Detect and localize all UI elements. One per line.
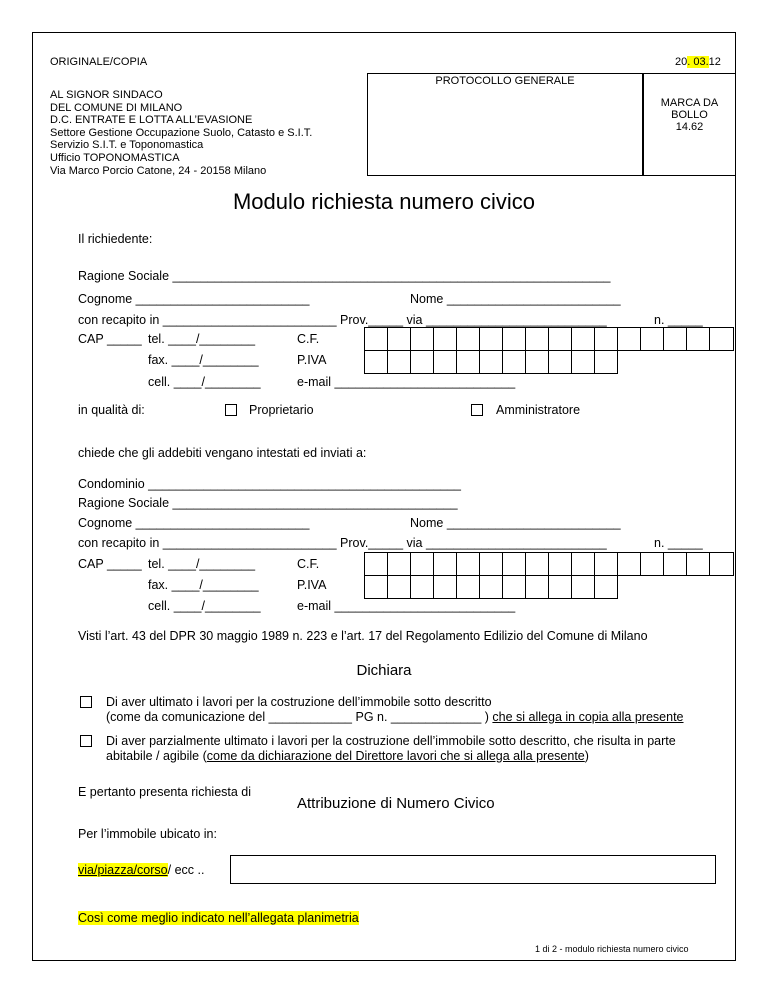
billing-name-field[interactable]: Nome _________________________ [410, 516, 621, 530]
billing-intro: chiede che gli addebiti vengano intestati ed inviati a: [78, 446, 367, 460]
recipient-line: Settore Gestione Occupazione Suolo, Catasto e S.I.T. [50, 126, 313, 139]
recipient-block [50, 89, 312, 177]
plan-note: Così come meglio indicato nell’allegata planimetria [78, 911, 359, 925]
applicant-piva-label: P.IVA [297, 353, 327, 367]
recipient-line: Servizio S.I.T. e Toponomastica [50, 139, 204, 152]
billing-surname-field[interactable]: Cognome _________________________ [78, 516, 310, 530]
applicant-fax-field[interactable]: fax. ____/________ [148, 353, 259, 367]
legal-reference: Visti l’art. 43 del DPR 30 maggio 1989 n. 223 e l’art. 17 del Regolamento Edilizio del Comune di Milano [78, 629, 648, 643]
works-completed-checkbox[interactable] [80, 696, 92, 708]
owner-checkbox[interactable] [225, 404, 237, 416]
billing-cf-label: C.F. [297, 557, 320, 571]
applicant-address-field[interactable]: con recapito in _________________________ Prov._____ via __________________________ [78, 313, 607, 327]
applicant-name-field[interactable]: Nome _________________________ [410, 292, 621, 306]
applicant-surname-field[interactable]: Cognome _________________________ [78, 292, 310, 306]
applicant-cap-field[interactable]: CAP _____ [78, 332, 142, 346]
administrator-label: Amministratore [496, 403, 581, 417]
street-type-label: via/piazza/corso/ ecc .. [78, 863, 205, 877]
applicant-piva-grid[interactable] [364, 350, 618, 374]
works-partially-completed-text: Di aver parzialmente ultimato i lavori per la costruzione dell’immobile sotto descritto, che risulta in parte abitabile / agibile (come da dichiarazione del Direttore lavori che si allega alla presente) [106, 734, 676, 763]
recipient-line: D.C. ENTRATE E LOTTA ALL’EVASIONE [50, 114, 253, 127]
applicant-cf-label: C.F. [297, 332, 320, 346]
applicant-email-field[interactable]: e-mail __________________________ [297, 375, 516, 389]
form-title: Modulo richiesta numero civico [232, 189, 536, 214]
recipient-line: Ufficio TOPONOMASTICA [50, 151, 180, 164]
applicant-company-name-field[interactable]: Ragione Sociale _______________________________________________________________ [78, 269, 611, 283]
declaration-heading: Dichiara [356, 662, 412, 679]
owner-label: Proprietario [249, 403, 314, 417]
works-completed-text: Di aver ultimato i lavori per la costruzione dell’immobile sotto descritto (come da comunicazione del ____________ PG n. _____________ ) che si allega in copia alla presente [106, 695, 684, 724]
page-footer: 1 di 2 - modulo richiesta numero civico [535, 944, 689, 954]
billing-piva-grid[interactable] [364, 575, 618, 599]
billing-cf-grid[interactable] [364, 552, 734, 576]
applicant-cf-grid[interactable] [364, 327, 734, 351]
works-partially-completed-checkbox[interactable] [80, 735, 92, 747]
street-input[interactable] [230, 855, 716, 884]
request-intro: E pertanto presenta richiesta di [78, 785, 252, 799]
revenue-stamp-box [643, 73, 736, 176]
billing-street-number-field[interactable]: n. _____ [654, 536, 703, 550]
administrator-checkbox[interactable] [471, 404, 483, 416]
recipient-line: DEL COMUNE DI MILANO [50, 101, 183, 114]
document-date: 20. 03.12 [675, 56, 721, 68]
applicant-mobile-field[interactable]: cell. ____/________ [148, 375, 261, 389]
protocol-label: PROTOCOLLO GENERALE [435, 75, 575, 87]
billing-company-name-field[interactable]: Ragione Sociale _________________________________________ [78, 496, 458, 510]
billing-email-field[interactable]: e-mail __________________________ [297, 599, 516, 613]
role-label: in qualità di: [78, 403, 145, 417]
billing-condominium-field[interactable]: Condominio _____________________________________________ [78, 477, 462, 491]
applicant-street-number-field[interactable]: n. _____ [654, 313, 703, 327]
billing-piva-label: P.IVA [297, 578, 327, 592]
billing-fax-field[interactable]: fax. ____/________ [148, 578, 259, 592]
recipient-line: Via Marco Porcio Catone, 24 - 20158 Milano [50, 164, 267, 177]
copy-type: ORIGINALE/COPIA [50, 56, 148, 68]
billing-cap-field[interactable]: CAP _____ [78, 557, 142, 571]
applicant-phone-field[interactable]: tel. ____/________ [148, 332, 256, 346]
recipient-line: AL SIGNOR SINDACO [50, 89, 163, 101]
revenue-stamp-text: MARCA DA BOLLO 14.62 [660, 97, 719, 133]
billing-phone-field[interactable]: tel. ____/________ [148, 557, 256, 571]
billing-address-field[interactable]: con recapito in _________________________ Prov._____ via __________________________ [78, 536, 607, 550]
location-label: Per l’immobile ubicato in: [78, 827, 217, 841]
applicant-intro: Il richiedente: [78, 232, 153, 246]
billing-mobile-field[interactable]: cell. ____/________ [148, 599, 261, 613]
request-heading: Attribuzione di Numero Civico [297, 795, 495, 812]
protocol-box [367, 73, 643, 176]
